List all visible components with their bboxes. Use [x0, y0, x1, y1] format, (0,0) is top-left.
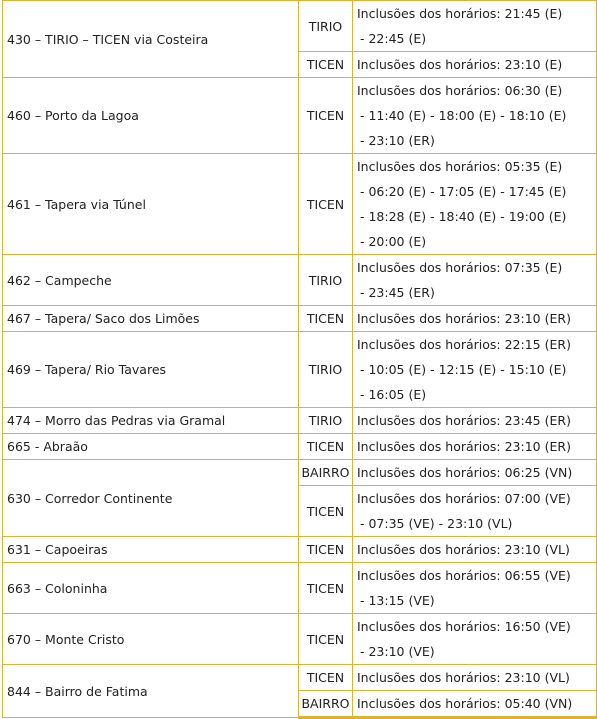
schedule-line: Inclusões dos horários: 23:45 (ER) [357, 413, 571, 428]
schedule-line: Inclusões dos horários: 21:45 (E) [357, 6, 563, 21]
terminal-cell: TIRIO [299, 1, 353, 52]
route-name-cell: 461 – Tapera via Túnel [3, 154, 299, 255]
schedule-line: Inclusões dos horários: 23:10 (ER) [357, 311, 571, 326]
route-name-cell: 467 – Tapera/ Saco dos Limões [3, 306, 299, 332]
schedule-line: - 10:05 (E) - 12:15 (E) - 15:10 (E) [360, 362, 567, 377]
table-row [3, 537, 597, 563]
schedule-line: Inclusões dos horários: 06:55 (VE) [357, 568, 571, 583]
schedule-line: - 07:35 (VE) - 23:10 (VL) [360, 516, 513, 531]
table-row [3, 460, 597, 486]
terminal-cell: TICEN [299, 563, 353, 614]
terminal-cell: TICEN [299, 52, 353, 78]
route-name-cell: 665 - Abraão [3, 434, 299, 460]
route-name-cell: 663 – Coloninha [3, 563, 299, 614]
schedule-cell [353, 563, 597, 614]
schedule-body [3, 1, 597, 718]
schedule-table [2, 0, 597, 719]
schedule-cell [353, 52, 597, 78]
schedule-line: Inclusões dos horários: 23:10 (ER) [357, 439, 571, 454]
schedule-line: Inclusões dos horários: 23:10 (E) [357, 57, 563, 72]
schedule-line: - 23:45 (ER) [360, 285, 435, 300]
table-row [3, 614, 597, 665]
schedule-cell [353, 1, 597, 52]
terminal-cell: TICEN [299, 486, 353, 537]
schedule-cell [353, 255, 597, 306]
route-name-cell: 430 – TIRIO – TICEN via Costeira [3, 1, 299, 78]
terminal-cell: TIRIO [299, 332, 353, 408]
schedule-line: - 13:15 (VE) [360, 593, 435, 608]
terminal-cell: TIRIO [299, 255, 353, 306]
terminal-cell: TICEN [299, 154, 353, 255]
schedule-line: Inclusões dos horários: 06:30 (E) [357, 83, 563, 98]
schedule-line: Inclusões dos horários: 22:15 (ER) [357, 337, 571, 352]
table-row [3, 665, 597, 691]
table-row [3, 332, 597, 408]
schedule-cell [353, 154, 597, 255]
schedule-cell [353, 691, 597, 718]
table-row [3, 78, 597, 154]
terminal-cell: TICEN [299, 537, 353, 563]
route-name-cell: 670 – Monte Cristo [3, 614, 299, 665]
table-row [3, 306, 597, 332]
terminal-cell: TICEN [299, 78, 353, 154]
schedule-line: Inclusões dos horários: 16:50 (VE) [357, 619, 571, 634]
schedule-cell [353, 306, 597, 332]
schedule-cell [353, 332, 597, 408]
schedule-line: Inclusões dos horários: 07:00 (VE) [357, 491, 571, 506]
terminal-cell: TICEN [299, 434, 353, 460]
schedule-line: - 23:10 (VE) [360, 644, 435, 659]
schedule-line: - 18:28 (E) - 18:40 (E) - 19:00 (E) [360, 209, 567, 224]
schedule-cell [353, 408, 597, 434]
schedule-line: - 16:05 (E) [360, 387, 427, 402]
table-row [3, 563, 597, 614]
schedule-line: Inclusões dos horários: 05:40 (VN) [357, 696, 573, 711]
route-name-cell: 844 – Bairro de Fatima [3, 665, 299, 718]
schedule-cell [353, 665, 597, 691]
route-name-cell: 631 – Capoeiras [3, 537, 299, 563]
route-name-cell: 630 – Corredor Continente [3, 460, 299, 537]
terminal-cell: BAIRRO [299, 691, 353, 718]
schedule-cell [353, 460, 597, 486]
schedule-line: - 11:40 (E) - 18:00 (E) - 18:10 (E) [360, 108, 567, 123]
terminal-cell: TICEN [299, 665, 353, 691]
schedule-line: - 20:00 (E) [360, 234, 427, 249]
table-row [3, 255, 597, 306]
schedule-line: Inclusões dos horários: 23:10 (VL) [357, 542, 570, 557]
schedule-line: - 22:45 (E) [360, 31, 427, 46]
route-name-cell: 460 – Porto da Lagoa [3, 78, 299, 154]
schedule-cell [353, 614, 597, 665]
schedule-line: - 23:10 (ER) [360, 133, 435, 148]
schedule-cell [353, 486, 597, 537]
schedule-line: Inclusões dos horários: 23:10 (VL) [357, 670, 570, 685]
route-name-cell: 462 – Campeche [3, 255, 299, 306]
table-row [3, 1, 597, 52]
table-row [3, 154, 597, 255]
table-row [3, 408, 597, 434]
terminal-cell: TICEN [299, 614, 353, 665]
terminal-cell: TIRIO [299, 408, 353, 434]
terminal-cell: BAIRRO [299, 460, 353, 486]
schedule-line: Inclusões dos horários: 05:35 (E) [357, 159, 563, 174]
schedule-cell [353, 434, 597, 460]
table-row [3, 434, 597, 460]
schedule-cell [353, 537, 597, 563]
schedule-line: Inclusões dos horários: 06:25 (VN) [357, 465, 573, 480]
schedule-line: - 06:20 (E) - 17:05 (E) - 17:45 (E) [360, 184, 567, 199]
route-name-cell: 469 – Tapera/ Rio Tavares [3, 332, 299, 408]
schedule-line: Inclusões dos horários: 07:35 (E) [357, 260, 563, 275]
schedule-cell [353, 78, 597, 154]
terminal-cell: TICEN [299, 306, 353, 332]
route-name-cell: 474 – Morro das Pedras via Gramal [3, 408, 299, 434]
